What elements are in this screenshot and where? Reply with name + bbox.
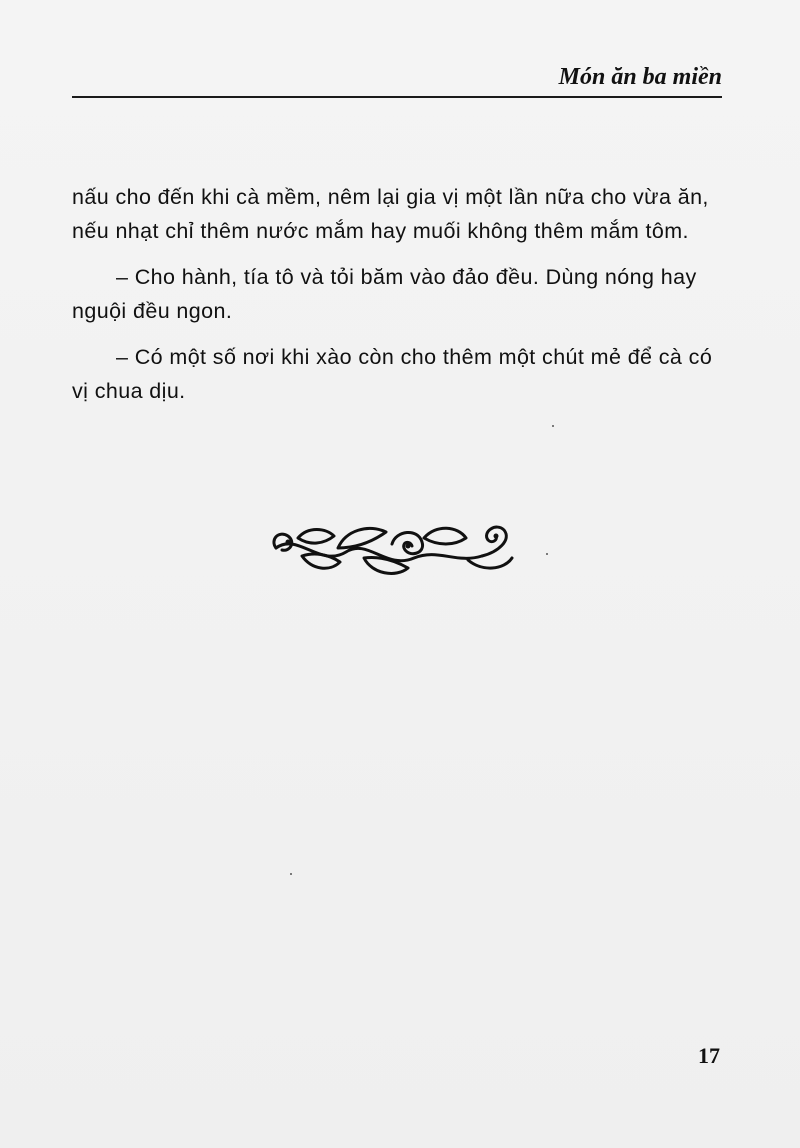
- paragraph-step-herbs: – Cho hành, tía tô và tỏi băm vào đảo đều. Dùng nóng hay nguội đều ngon.: [72, 265, 697, 323]
- body-text: [72, 180, 724, 420]
- floral-vine-divider-icon: [268, 518, 518, 582]
- running-header-title: Món ăn ba miền: [558, 64, 722, 90]
- page-number: 17: [698, 1043, 720, 1068]
- print-speck: [290, 873, 292, 875]
- paragraph-continuation: nấu cho đến khi cà mềm, nêm lại gia vị một lần nữa cho vừa ăn, nếu nhạt chỉ thêm nước mắm hay muối không thêm mắm tôm.: [72, 185, 709, 243]
- print-speck: [552, 425, 554, 427]
- print-speck: [546, 553, 548, 555]
- paragraph-step-me: – Có một số nơi khi xào còn cho thêm một chút mẻ để cà có vị chua dịu.: [72, 345, 713, 403]
- header-rule: [72, 96, 722, 98]
